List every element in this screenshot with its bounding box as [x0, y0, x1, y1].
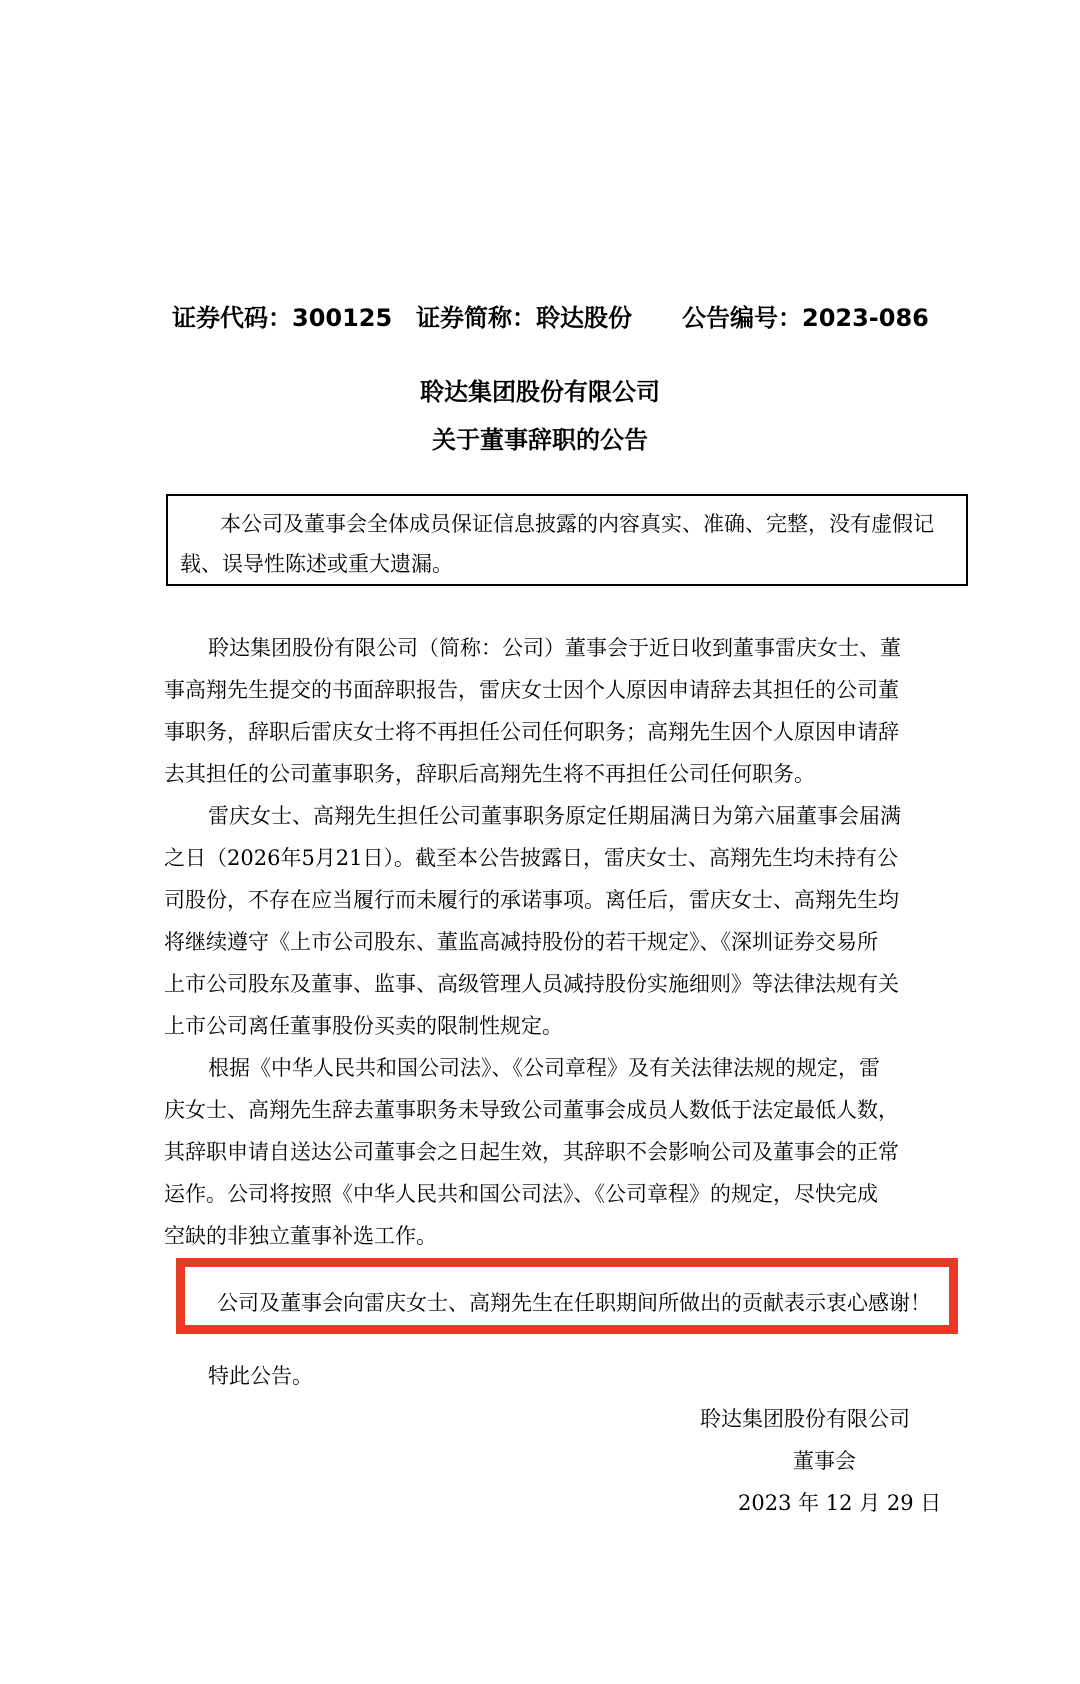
disclaimer-box [166, 494, 968, 586]
paragraph-line: 将继续遵守《上市公司股东、董监高减持股份的若干规定》、《深圳证券交易所 [164, 930, 878, 954]
paragraph-line: 事职务，辞职后雷庆女士将不再担任公司任何职务；高翔先生因个人原因申请辞 [164, 720, 899, 744]
paragraph-line: 司股份，不存在应当履行而未履行的承诺事项。离任后，雷庆女士、高翔先生均 [164, 888, 899, 912]
paragraph-line: 事高翔先生提交的书面辞职报告，雷庆女士因个人原因申请辞去其担任的公司董 [164, 678, 899, 702]
paragraph-line: 之日（2026年5月21日）。截至本公告披露日，雷庆女士、高翔先生均未持有公 [164, 846, 899, 870]
paragraph-line: 上市公司离任董事股份买卖的限制性规定。 [164, 1014, 563, 1038]
stock-abbreviation: 证券简称：聆达股份 [416, 304, 632, 332]
paragraph-line: 雷庆女士、高翔先生担任公司董事职务原定任期届满日为第六届董事会届满 [208, 804, 901, 828]
thanks-statement: 公司及董事会向雷庆女士、高翔先生在任职期间所做出的贡献表示衷心感谢！ [217, 1291, 931, 1315]
announcement-title: 关于董事辞职的公告 [432, 426, 648, 454]
signature-date: 2023 年 12 月 29 日 [738, 1491, 942, 1515]
disclaimer-line: 本公司及董事会全体成员保证信息披露的内容真实、准确、完整，没有虚假记 [220, 512, 934, 536]
paragraph-line: 根据《中华人民共和国公司法》、《公司章程》及有关法律法规的规定，雷 [208, 1056, 880, 1080]
paragraph-line: 其辞职申请自送达公司董事会之日起生效，其辞职不会影响公司及董事会的正常 [164, 1140, 899, 1164]
paragraph-line: 聆达集团股份有限公司（简称：公司）董事会于近日收到董事雷庆女士、董 [208, 636, 901, 660]
company-title: 聆达集团股份有限公司 [420, 378, 660, 406]
closing-statement: 特此公告。 [208, 1364, 313, 1388]
announcement-header [0, 298, 1080, 338]
stock-code: 证券代码：300125 [172, 304, 393, 332]
thanks-highlight-box [176, 1258, 958, 1334]
paragraph-line: 去其担任的公司董事职务，辞职后高翔先生将不再担任公司任何职务。 [164, 762, 815, 786]
announcement-number: 公告编号：2023-086 [682, 304, 929, 332]
paragraph-line: 庆女士、高翔先生辞去董事职务未导致公司董事会成员人数低于法定最低人数， [164, 1098, 899, 1122]
disclaimer-line: 载、误导性陈述或重大遗漏。 [180, 552, 453, 576]
paragraph-line: 上市公司股东及董事、监事、高级管理人员减持股份实施细则》等法律法规有关 [164, 972, 899, 996]
signature-board: 董事会 [793, 1449, 856, 1473]
paragraph-line: 空缺的非独立董事补选工作。 [164, 1224, 437, 1248]
paragraph-line: 运作。公司将按照《中华人民共和国公司法》、《公司章程》的规定，尽快完成 [164, 1182, 878, 1206]
signature-company: 聆达集团股份有限公司 [700, 1407, 910, 1431]
